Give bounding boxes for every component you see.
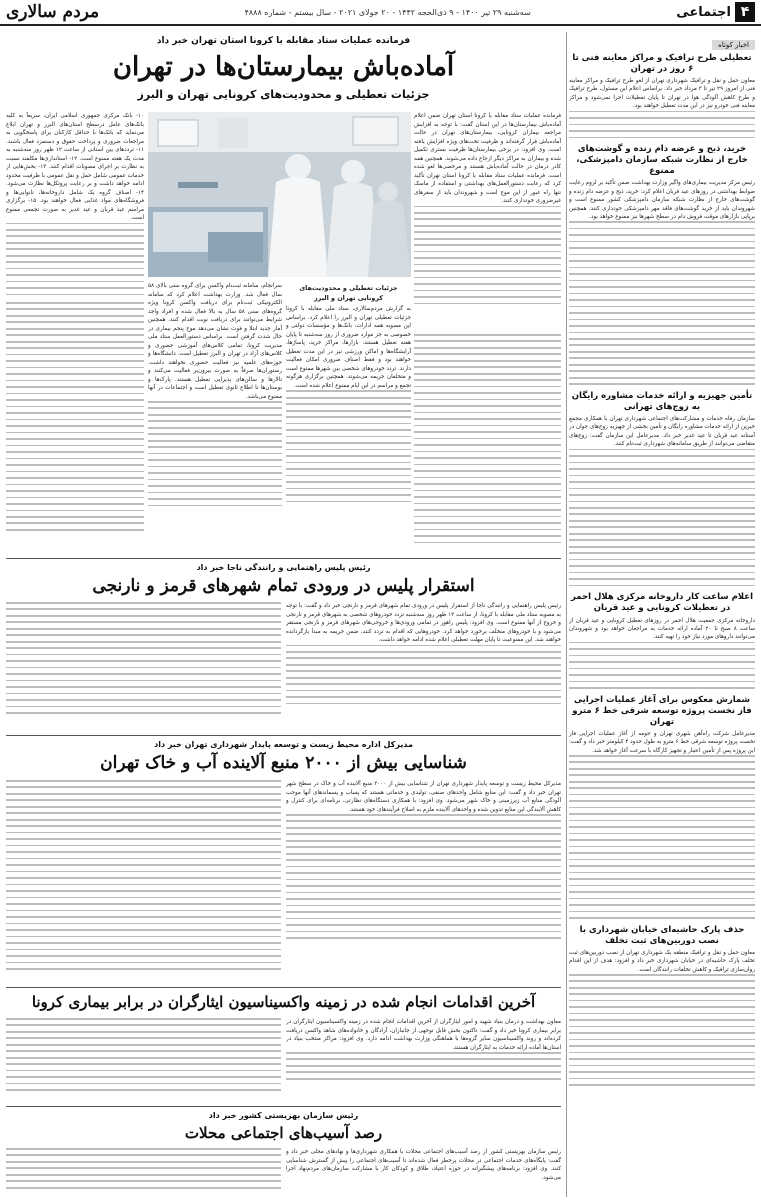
text-lines xyxy=(6,1018,281,1091)
brief-item xyxy=(569,53,755,138)
lead-paragraph: سرانجام، سامانه ثبت‌نام واکسن برای گروه سنی بالای ۵۸ سال فعال شد. وزارت بهداشت اعلام کرد که سامانه الکترونیکی ثبت‌نام برای دریافت واکسن کرونا ویژه گروه‌های سنی ۵۸ سال به بالا فعال شده و افراد واجد شرایط می‌توانند برای دریافت نوبت اقدام کنند. همچنین آمار جدید ابتلا و فوت نشان می‌دهد موج پنجم بیماری در حال شدت گرفتن است. xyxy=(148,283,282,340)
text-lines xyxy=(414,206,561,305)
police-headline: استقرار پلیس در ورودی تمام شهرهای قرمز و نارنجی xyxy=(92,576,475,596)
brief-body: سازمان رفاه خدمات و مشارکت‌های اجتماعی شهرداری تهران با همکاری مجمع خیرین از ارائه خدمات مشاوره رایگان و تأمین بخشی از جهیزیه زوج‌های جوان در آستانه عید قربان تا عید غدیر خبر داد. مدیرعامل این سازمان گفت: زوج‌های متقاضی می‌توانند از طریق سامانه‌های شهرداری ثبت‌نام کنند. xyxy=(569,416,755,448)
welfare-kicker: رئیس سازمان بهزیستی کشور خبر داد xyxy=(208,1111,359,1120)
text-lines xyxy=(6,602,281,714)
brief-body: مدیرعامل شرکت راه‌آهن شهری تهران و حومه از آغاز عملیات اجرایی فاز نخست پروژه توسعه شرقی خط ۶ مترو به طول حدود ۴ کیلومتر خبر داد و گفت: این پروژه پس از تأمین اعتبار و تجهیز کارگاه با سرعت آغاز خواهد شد. xyxy=(569,730,755,754)
lead-paragraph: براساس دستورالعمل ستاد ملی مدیریت کرونا، تمامی کلاس‌های آموزشی حضوری و کلاس‌های آزاد در تهران و البرز تعطیل است. دانشگاه‌ها و حوزه‌های علمیه نیز فعالیت حضوری نخواهند داشت. رستوران‌ها صرفاً به صورت بیرون‌بر فعالیت می‌کنند و تالارها و سالن‌های پذیرایی تعطیل هستند. پارک‌ها و بوستان‌ها تا اطلاع ثانوی تعطیل است و اجتماعات در آنها ممنوع می‌باشد. xyxy=(148,334,282,400)
brief-title: اعلام ساعت کار داروخانه مرکزی هلال احمر در تعطیلات کرونایی و عید قربان xyxy=(571,592,753,614)
police-body-left xyxy=(6,602,281,727)
lead-column-1 xyxy=(414,112,561,330)
vaccine-paragraph: معاون بهداشت و درمان بنیاد شهید و امور ایثارگران از آخرین اقدامات انجام شده در زمینه واکسیناسیون ایثارگران در برابر بیماری کرونا خبر داد و گفت: تاکنون بخش قابل توجهی از جانبازان، آزادگان و خانواده‌های شاهد واکسن دریافت کرده‌اند و روند واکسیناسیون سایر گروه‌ها با هماهنگی وزارت بهداشت ادامه دارد. وی افزود: مراکز منتخب بنیاد در استان‌ها آماده ارائه خدمات به ایثارگران هستند. xyxy=(286,1019,561,1051)
text-lines xyxy=(286,1052,561,1080)
vaccine-body-left xyxy=(6,1018,281,1100)
vaccine-headline: آخرین اقدامات انجام شده در زمینه واکسیناسیون ایثارگران در برابر بیماری کرونا xyxy=(31,993,536,1011)
section-divider xyxy=(6,987,561,988)
lead-paragraph: به گزارش مردم‌سالاری، ستاد ملی مقابله با کرونا جزئیات تعطیلی تهران و البرز را اعلام کرد. براساس این مصوبه همه ادارات، بانک‌ها و مؤسسات دولتی و خصوصی به جز موارد ضروری از روز سه‌شنبه تا پایان هفته تعطیل هستند. بازارها، مراکز خرید، پاساژها، آرایشگاه‌ها و اماکن ورزشی نیز در این مدت تعطیل خواهند بود و فقط اصناف ضروری امکان فعالیت دارند. تردد خودروهای شخصی بین شهرها ممنوع است و متخلفان جریمه می‌شوند. همچنین برگزاری هرگونه تجمع و مراسم در این ایام ممنوع اعلام شده است. xyxy=(286,306,411,389)
inset-heading: جزئیات تعطیلی و محدودیت‌های کرونایی تهران و البرز xyxy=(299,284,398,302)
vaccine-body-right xyxy=(286,1018,561,1100)
environment-headline: شناسایی بیش از ۲۰۰۰ منبع آلاینده آب و خاک تهران xyxy=(100,753,467,773)
date-line: سه‌شنبه ۲۹ تیر ۱۴۰۰ - ۹ ذی‌الحجه ۱۴۴۲ - ۲۰ جولای ۲۰۲۱ - سال بیستم - شماره ۴۸۸۸ xyxy=(244,7,531,17)
lead-paragraph: فرمانده عملیات ستاد مقابله با کرونا استان تهران ضمن اعلام آماده‌باش بیمارستان‌ها در این استان گفت: با توجه به افزایش مراجعه بیماران کرونایی، بیمارستان‌های تهران در حالت آماده‌باش قرار گرفته‌اند و ظرفیت تخت‌های ویژه افزایش یافته است. وی افزود: در برخی بیمارستان‌ها ظرفیت بستری تکمیل شده و بیماران به مراکز دیگر ارجاع داده می‌شوند. همچنین همه کادر درمان در حالت آماده‌باش هستند و مرخصی‌ها لغو شده است. فرمانده عملیات ستاد مقابله با کرونا استان تهران تأکید کرد که رعایت دستورالعمل‌های بهداشتی و استفاده از ماسک تنها راه عبور از این موج است و شهروندان باید از سفرهای غیرضروری خودداری کنند. xyxy=(414,113,561,204)
welfare-headline: رصد آسیب‌های اجتماعی محلات xyxy=(184,1124,383,1142)
brief-body: رئیس مرکز مدیریت بیماری‌های واگیر وزارت بهداشت ضمن تأکید بر لزوم رعایت ضوابط بهداشتی در روزهای عید قربان اعلام کرد: خرید، ذبح و عرضه دام زنده و گوشت‌های خارج از نظارت شبکه سازمان دامپزشکی کشور ممنوع است و شهروندان باید از خرید گوشت‌های فاقد مهر دامپزشکی خودداری کنند. همچنین برپایی بازارهای موقت فروش دام در سطح شهرها نیز ممنوع خواهد بود. xyxy=(569,180,755,220)
environment-body-right xyxy=(286,780,561,980)
column-divider xyxy=(566,32,567,1197)
lead-column-6 xyxy=(414,334,561,552)
section-header xyxy=(676,2,755,22)
section-divider xyxy=(6,1106,561,1107)
lead-column-5 xyxy=(148,282,282,552)
text-lines xyxy=(6,223,144,296)
brief-title: تأمین جهیزیه و ارائه خدمات مشاوره رایگان به زوج‌های تهرانی xyxy=(571,390,753,413)
police-kicker: رئیس پلیس راهنمایی و رانندگی ناجا خبر داد xyxy=(196,563,371,572)
brief-title: حذف پارک حاشیه‌ای خیابان شهرداری با نصب دوربین‌های ثبت تخلف xyxy=(579,924,745,946)
environment-paragraph: مدیرکل محیط زیست و توسعه پایدار شهرداری تهران از شناسایی بیش از ۲۰۰۰ منبع آلاینده آب و خاک در سطح شهر تهران خبر داد و گفت: این منابع شامل واحدهای صنفی، تولیدی و خدماتی هستند که پساب و پسماندهای آنها موجب آلودگی منابع آب زیرزمینی و خاک شهر می‌شود. وی افزود: با همکاری دستگاه‌های نظارتی، برنامه‌ای برای کنترل و کاهش آلایندگی این منابع تدوین شده و واحدهای آلاینده ملزم به اصلاح فرآیندهای خود هستند. xyxy=(286,781,561,813)
lead-kicker: فرمانده عملیات ستاد مقابله با کرونا استان تهران خبر داد xyxy=(156,36,411,46)
lead-column-3 xyxy=(6,302,144,552)
briefs-tag: اخبار کوتاه xyxy=(712,40,755,50)
welfare-paragraph: رئیس سازمان بهزیستی کشور از رصد آسیب‌های اجتماعی محلات با همکاری شهرداری‌ها و نهادهای محلی خبر داد و گفت: پایگاه‌های خدمات اجتماعی در محلات پرخطر فعال شده‌اند تا آسیب‌های اجتماعی را پیش از گسترش شناسایی کنند. وی افزود: برنامه‌های پیشگیرانه در حوزه اعتیاد، طلاق و کودکان کار با مشارکت سازمان‌های مردم‌نهاد اجرا می‌شود. xyxy=(286,1149,561,1181)
police-body-right xyxy=(286,602,561,727)
welfare-body-right xyxy=(286,1148,561,1198)
text-lines xyxy=(414,334,561,543)
news-briefs-column xyxy=(569,32,755,1197)
hospital-ward-photo xyxy=(148,112,411,277)
brief-title: تعطیلی طرح ترافیک و مراکز معاینه فنی تا ۶ روز در تهران xyxy=(572,53,752,75)
lead-subheadline: جزئیات تعطیلی و محدودیت‌های کرونایی تهران و البرز xyxy=(137,88,430,101)
text-lines xyxy=(6,1148,281,1189)
environment-kicker: مدیرکل اداره محیط زیست و توسعه پایدار شهرداری تهران خبر داد xyxy=(154,740,413,749)
section-divider xyxy=(6,735,561,736)
text-lines xyxy=(6,302,144,531)
brief-item xyxy=(569,592,755,688)
masthead xyxy=(0,0,761,26)
text-lines xyxy=(569,111,755,139)
brief-body: داروخانه مرکزی جمعیت هلال احمر در روزهای تعطیل کرونایی و عید قربان از ساعت ۸ صبح تا ۲۰ آماده ارائه خدمات به مراجعان خواهد بود و شهروندان می‌توانند داروهای مورد نیاز خود را تهیه کنند. xyxy=(569,617,755,641)
page-number: ۴ xyxy=(735,2,755,22)
lead-headline: آماده‌باش بیمارستان‌ها در تهران xyxy=(112,52,455,82)
section-title: اجتماعی xyxy=(676,4,731,20)
police-paragraph: رئیس پلیس راهنمایی و رانندگی ناجا از استقرار پلیس در ورودی تمام شهرهای قرمز و نارنجی خبر داد و گفت: با توجه به مصوبه ستاد ملی مقابله با کرونا، از ساعت ۱۲ ظهر روز سه‌شنبه تردد خودروهای شخصی به شهرهای قرمز و نارنجی و خروج از آنها ممنوع است. وی افزود: پلیس راهور در تمامی ورودی‌ها و خروجی‌های شهرهای قرمز و نارنجی مستقر می‌شود و با خودروهای متخلف برخورد خواهد کرد. خودروهایی که اقدام به تردد کنند، ضمن جریمه به مبدأ بازگردانده خواهند شد. این ممنوعیت تا پایان مهلت تعطیلی اعلام شده ادامه خواهد داشت. xyxy=(286,603,561,643)
newspaper-logo: مردم سالاری xyxy=(6,2,100,22)
text-lines xyxy=(569,221,755,385)
photo-illustration xyxy=(148,112,411,277)
brief-title: خرید، ذبح و عرضه دام زنده و گوشت‌های خارج از نظارت شبکه سازمان دامپزشکی، ممنوع xyxy=(576,144,748,177)
brief-title: شمارش معکوس برای آغاز عملیات اجرایی فاز نخست پروژه توسعه شرقی خط ۶ مترو تهران xyxy=(572,694,752,727)
text-lines xyxy=(286,814,561,939)
text-lines xyxy=(569,755,755,919)
lead-column-4 xyxy=(286,282,411,552)
lead-paragraph: ۱۰- بانک مرکزی جمهوری اسلامی ایران، سریعاً به کلیه بانک‌های عامل درسطح استان‌های البرز و تهران ابلاغ می‌نماید که بانک‌ها با حداقل کارکنان برای پاسخگویی به مراجعات ضروری و پرداخت حقوق و دستمزد فعال باشند. ۱۱- ترددهای بین استانی از ساعت ۱۲ ظهر روز سه‌شنبه به مدت یک هفته ممنوع است. ۱۲- استانداری‌ها مکلفند نسبت به نظارت بر اجرای مصوبات اقدام کنند. ۱۳- بخش‌هایی از خدمات عمومی شامل حمل و نقل عمومی با ظرفیت محدود ادامه خواهد داشت و بر رعایت پروتکل‌ها نظارت می‌شود. ۱۴- اصناف گروه یک شامل داروخانه‌ها، نانوایی‌ها و فروشگاه‌های مواد غذایی فعال خواهند بود. ۱۵- برگزاری مراسم عید قربان و عید غدیر به صورت تجمعی ممنوع است. xyxy=(6,113,144,221)
text-lines xyxy=(286,645,561,705)
brief-body: معاون حمل و نقل و ترافیک شهرداری تهران از لغو طرح ترافیک و مراکز معاینه فنی از امروز ۲۹ تیر تا ۳ مرداد خبر داد. براساس اعلام این مسئول، طرح ترافیک و طرح کاهش آلودگی هوا در تهران تا پایان تعطیلات اجرا نمی‌شود و مراکز معاینه فنی خودرو نیز در این مدت تعطیل خواهند بود. xyxy=(569,78,755,110)
text-lines xyxy=(148,401,282,506)
text-lines xyxy=(569,974,755,1086)
text-lines xyxy=(6,780,281,970)
brief-item xyxy=(569,391,755,586)
brief-item xyxy=(569,695,755,919)
text-lines xyxy=(286,390,411,502)
section-divider xyxy=(6,558,561,559)
text-lines xyxy=(569,449,755,587)
brief-body: معاون حمل و نقل و ترافیک منطقه یک شهرداری تهران از نصب دوربین‌های ثبت تخلف پارک حاشیه‌ای در خیابان شهرداری خبر داد و افزود: هدف از این اقدام روان‌سازی ترافیک و کاهش تخلفات رانندگان است. xyxy=(569,949,755,973)
brief-item xyxy=(569,925,755,1086)
lead-column-2 xyxy=(6,112,144,302)
environment-body-left xyxy=(6,780,281,980)
welfare-body-left xyxy=(6,1148,281,1198)
brief-item xyxy=(569,144,755,385)
text-lines xyxy=(569,642,755,689)
